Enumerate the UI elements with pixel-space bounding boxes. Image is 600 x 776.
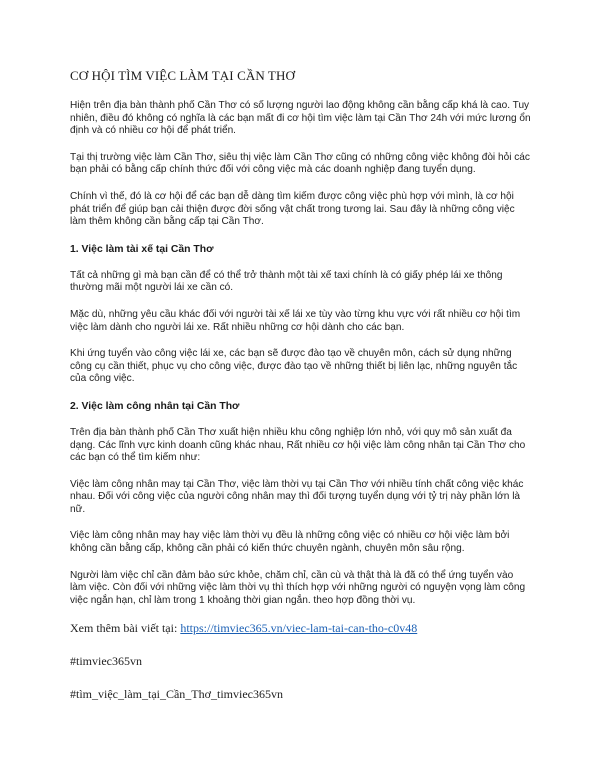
section1-paragraph: Tất cả những gì mà bạn cần để có thể trở thành một tài xế taxi chính là có giấy phép lái xe thông thường mãi một người lái xe cần có.: [70, 269, 503, 294]
see-more-line: [70, 621, 532, 636]
see-more-label: Xem thêm bài viết tại:: [70, 621, 181, 636]
hashtag: #timviec365vn: [70, 654, 142, 669]
section2-paragraph: Việc làm công nhân may hay việc làm thời vụ đều là những công việc có nhiều cơ hội việc làm bởi không cần bằng cấp, không cần phải có kiến thức chuyên ngành, chuyên môn sâu rộng.: [70, 530, 510, 555]
section1-paragraph: Khi ứng tuyển vào công việc lái xe, các bạn sẽ được đào tạo về chuyên môn, cách sử dụng những công cụ cần thiết, phục vụ cho công việc, được đào tạo về những thiết bị liên lạc, những nguyên tắc của công việc.: [70, 348, 518, 385]
document-title: CƠ HỘI TÌM VIỆC LÀM TẠI CẦN THƠ: [70, 68, 295, 83]
section1-paragraph: Mặc dù, những yêu cầu khác đối với người tài xế lái xe tùy vào từng khu vực với rất nhiều cơ hội tìm việc làm dành cho người lái xe. Rất nhiều những cơ hội dành cho các bạn.: [70, 308, 521, 333]
section-heading-driver: 1. Việc làm tài xế tại Cần Thơ: [70, 243, 214, 255]
intro-paragraph: Hiện trên địa bàn thành phố Cần Thơ có số lượng người lao động không cần bằng cấp khá là cao. Tuy nhiên, điều đó không có nghĩa là các bạn mất đi cơ hội tìm việc làm tại Cần Thơ 24h với mức lương ổn định và có nhiều cơ hội để phát triển.: [70, 100, 531, 137]
see-more-link[interactable]: https://timviec365.vn/viec-lam-tai-can-tho-c0v48: [180, 621, 418, 636]
section2-paragraph: Việc làm công nhân may tại Cần Thơ, việc làm thời vụ tại Cần Thơ với nhiều tính chất công việc khác nhau. Đối với công việc của người công nhân may thì đối tượng tuyển dụng với tỷ trị này phần lớn là nữ.: [70, 478, 524, 515]
hashtag: #tìm_việc_làm_tại_Cần_Thơ_timviec365vn: [70, 687, 283, 702]
section2-paragraph: Trên địa bàn thành phố Cần Thơ xuất hiện nhiều khu công nghiệp lớn nhỏ, với quy mô sản xuất đa dạng. Các lĩnh vực kinh doanh cũng khác nhau, Rất nhiều cơ hội việc làm công nhân tại Cần Thơ cho các bạn có thể tìm kiếm như:: [70, 426, 526, 464]
section2-paragraph: Người làm việc chỉ cần đảm bảo sức khỏe, chăm chỉ, cần cù và thật thà là đã có thể ứng tuyển vào làm việc. Còn đối với những việc làm thời vụ thì thích hợp với những người có nguyện vọng làm công việc ngắn hạn, chỉ làm trong 1 khoảng thời gian ngắn. theo hợp đồng thời vụ.: [70, 569, 526, 606]
intro-paragraph: Chính vì thế, đó là cơ hội để các bạn dễ dàng tìm kiếm được công việc phù hợp với mình, là cơ hội phát triển để giúp bạn cải thiện được đời sống vật chất trong tương lai. Sau đây là những công việc làm thêm không cần bằng cấp tại Cần Thơ.: [70, 190, 515, 228]
intro-paragraph: Tại thị trường việc làm Cần Thơ, siêu thị việc làm Cần Thơ cũng có những công việc không đòi hỏi các bạn phải có bằng cấp chính thức đối với công việc mà các doanh nghiệp đang tuyển dụng.: [70, 151, 530, 176]
document-body: [70, 68, 532, 720]
section-heading-worker: 2. Việc làm công nhân tại Cần Thơ: [70, 400, 240, 412]
